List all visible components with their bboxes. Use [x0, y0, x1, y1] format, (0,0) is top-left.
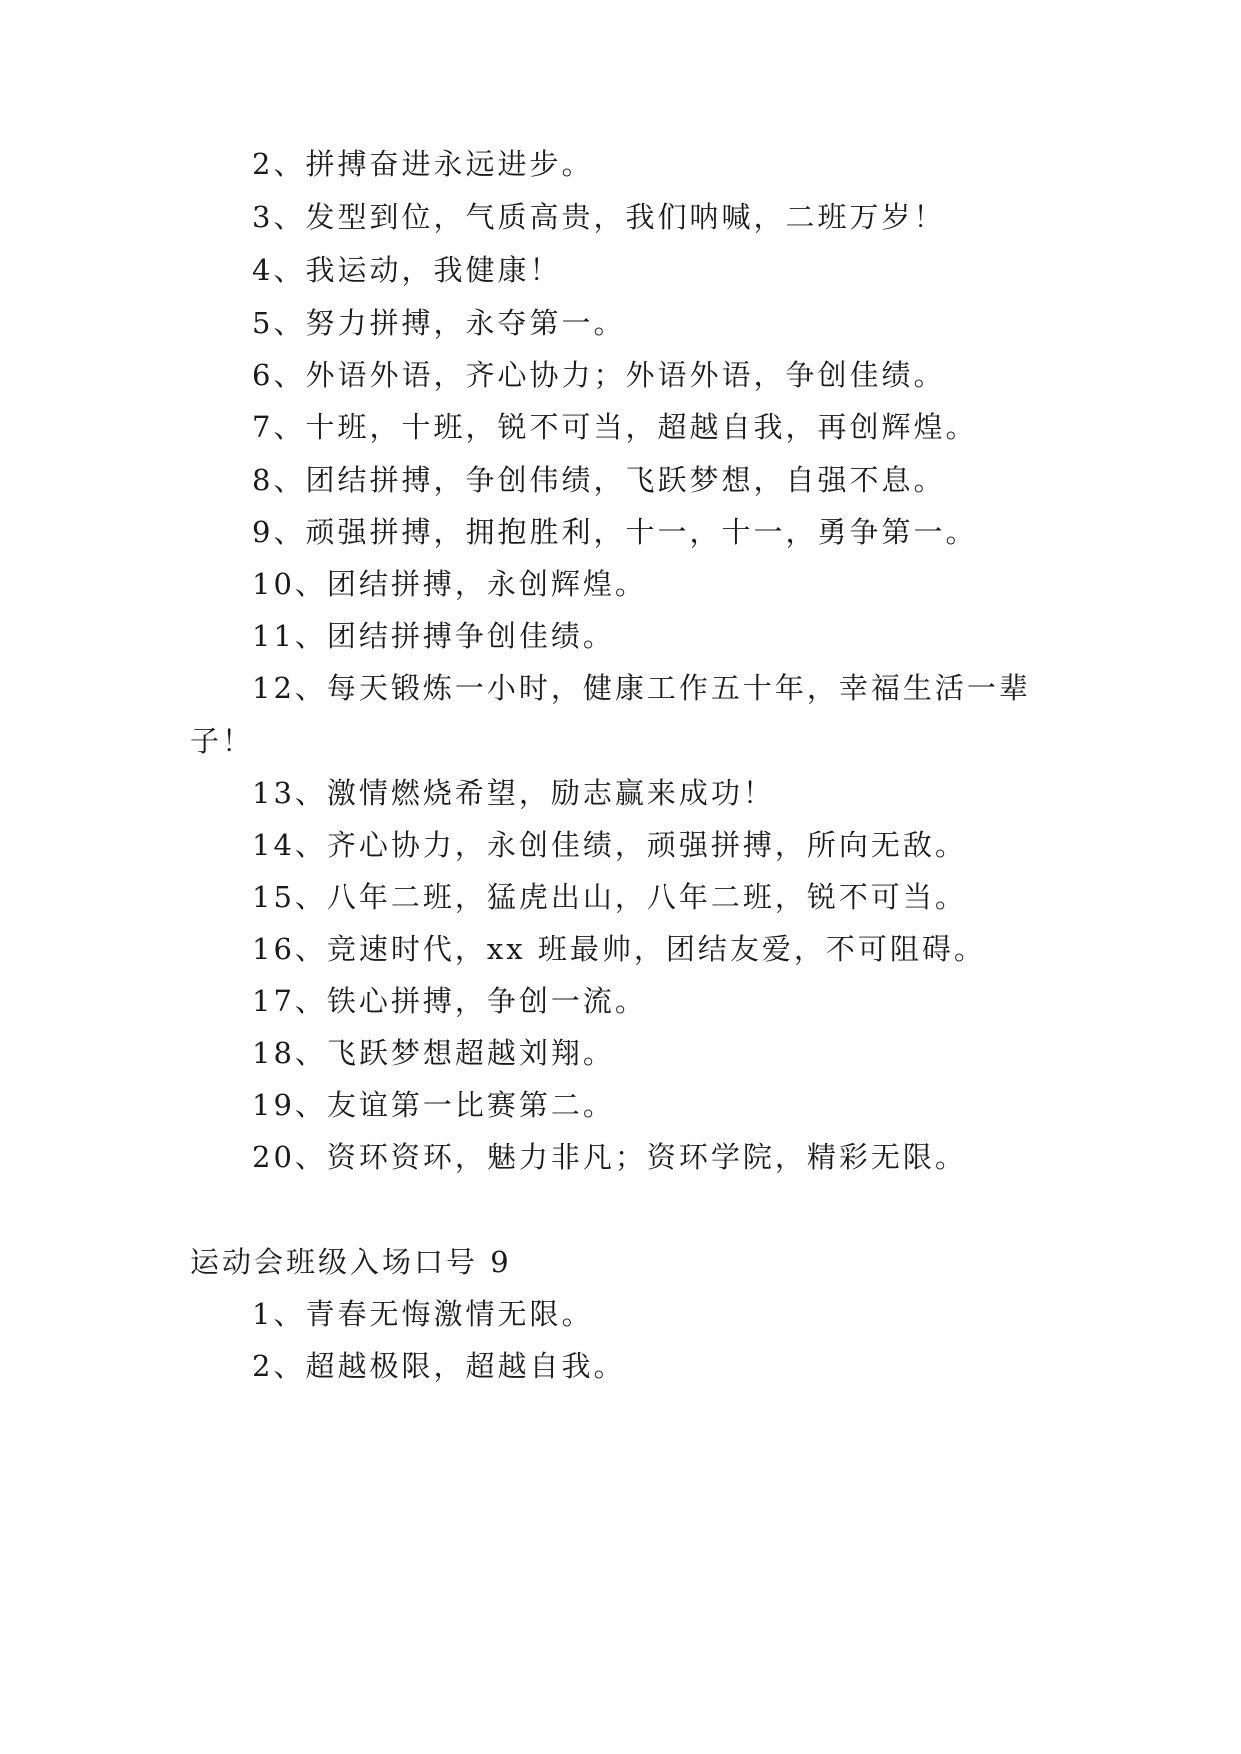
slogan-item: 6、外语外语，齐心协力；外语外语，争创佳绩。: [252, 358, 946, 392]
slogan-item: 4、我运动，我健康！: [252, 253, 562, 287]
slogan-item: 2、超越极限，超越自我。: [252, 1349, 626, 1383]
slogan-item: 9、顽强拼搏，拥抱胜利，十一，十一，勇争第一。: [252, 515, 978, 549]
slogan-item: 12、每天锻炼一小时，健康工作五十年，幸福生活一辈: [252, 671, 1031, 705]
slogan-item: 18、飞跃梦想超越刘翔。: [252, 1036, 615, 1070]
slogan-item: 20、资环资环，魅力非凡；资环学院，精彩无限。: [252, 1140, 967, 1174]
slogan-item: 8、团结拼搏，争创伟绩，飞跃梦想，自强不息。: [252, 463, 946, 497]
slogan-item: 19、友谊第一比赛第二。: [252, 1088, 615, 1122]
slogan-item: 14、齐心协力，永创佳绩，顽强拼搏，所向无敌。: [252, 828, 967, 862]
slogan-item: 16、竞速时代，xx 班最帅，团结友爱，不可阻碍。: [252, 932, 986, 966]
slogan-item: 3、发型到位，气质高贵，我们呐喊，二班万岁！: [252, 200, 946, 234]
section-heading: 运动会班级入场口号 9: [190, 1245, 512, 1279]
slogan-item: 15、八年二班，猛虎出山，八年二班，锐不可当。: [252, 880, 967, 914]
slogan-item: 10、团结拼搏，永创辉煌。: [252, 567, 647, 601]
slogan-item: 5、努力拼搏，永夺第一。: [252, 306, 626, 340]
slogan-item: 2、拼搏奋进永远进步。: [252, 147, 594, 181]
slogan-item: 17、铁心拼搏，争创一流。: [252, 984, 647, 1018]
slogan-item: 11、团结拼搏争创佳绩。: [252, 619, 615, 653]
slogan-item: 13、激情燃烧希望，励志赢来成功！: [252, 776, 775, 810]
slogan-item: 7、十班，十班，锐不可当，超越自我，再创辉煌。: [252, 410, 978, 444]
slogan-item-continuation: 子！: [190, 724, 255, 758]
slogan-item: 1、青春无悔激情无限。: [252, 1297, 594, 1331]
